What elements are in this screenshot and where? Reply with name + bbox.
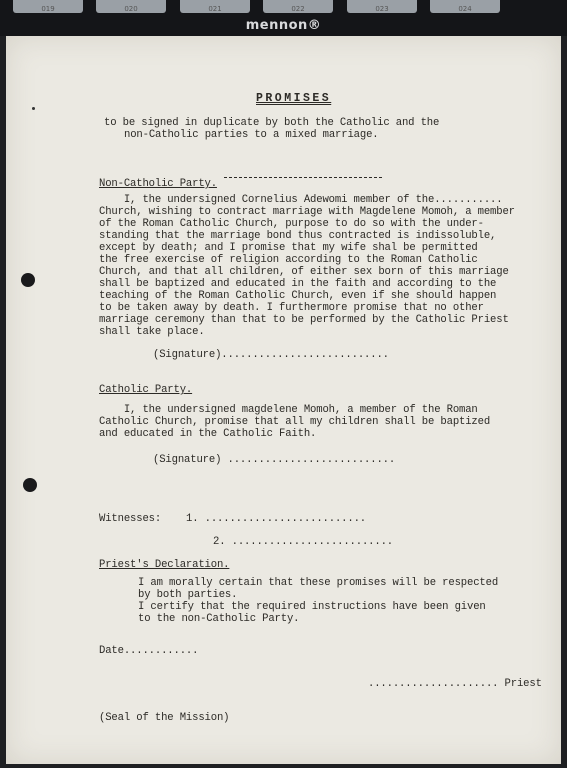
- scanner-strip: [0, 0, 567, 36]
- priest-signature-line: ..................... Priest: [368, 678, 542, 690]
- catholic-line: and educated in the Catholic Faith.: [99, 428, 317, 440]
- priest-heading: Priest's Declaration.: [99, 559, 230, 571]
- scanner-brand-logo: mennon®: [245, 18, 322, 33]
- frame-slot: [347, 0, 417, 13]
- seal-label: (Seal of the Mission): [99, 712, 230, 724]
- non-catholic-line: except by death; and I promise that my wife shal be permitted: [99, 242, 478, 254]
- catholic-line: I, the undersigned magdelene Momoh, a member of the Roman: [99, 404, 478, 416]
- non-catholic-line: to be taken away by death. I furthermore promise that no other: [99, 302, 484, 314]
- non-catholic-line: standing that the marriage bond thus contracted is indissoluble,: [99, 230, 497, 242]
- frame-number: 024: [458, 5, 472, 13]
- punch-hole: [21, 273, 35, 287]
- frame-number: 022: [291, 5, 305, 13]
- frame-slot: [96, 0, 166, 13]
- frame-slot: [430, 0, 500, 13]
- punch-hole: [23, 478, 37, 492]
- non-catholic-line: Church, and that all children, of either sex born of this marriage: [99, 266, 509, 278]
- witness-line: 1. ..........................: [186, 513, 367, 525]
- non-catholic-line: marriage ceremony than that to be performed by the Catholic Priest: [99, 314, 509, 326]
- frame-slot: [180, 0, 250, 13]
- non-catholic-line: Church, wishing to contract marriage with Magdelene Momoh, a member: [99, 206, 515, 218]
- catholic-line: Catholic Church, promise that all my children shall be baptized: [99, 416, 491, 428]
- witness-line: 2. ..........................: [213, 536, 394, 548]
- frame-strip: [0, 0, 567, 14]
- priest-line: I am morally certain that these promises will be respected: [138, 577, 499, 589]
- frame-number: 021: [208, 5, 222, 13]
- non-catholic-heading: Non-Catholic Party.: [99, 178, 217, 190]
- frame-slot: [263, 0, 333, 13]
- non-catholic-line: I, the undersigned Cornelius Adewomi member of the...........: [99, 194, 503, 206]
- witnesses-label: Witnesses:: [99, 513, 162, 525]
- ink-mark: [32, 107, 35, 110]
- non-catholic-line: teaching of the Roman Catholic Church, even if she should happen: [99, 290, 497, 302]
- non-catholic-line: the free exercise of religion according to the Roman Catholic: [99, 254, 478, 266]
- document-page: [6, 36, 561, 764]
- frame-number: 023: [375, 5, 389, 13]
- subtitle-line: non-Catholic parties to a mixed marriage.: [124, 129, 379, 141]
- non-catholic-line: shall be baptized and educated in the faith and according to the: [99, 278, 497, 290]
- date-line: Date............: [99, 645, 199, 657]
- non-catholic-signature: (Signature)...........................: [153, 349, 389, 361]
- non-catholic-line: shall take place.: [99, 326, 205, 338]
- subtitle-line: to be signed in duplicate by both the Catholic and the: [104, 117, 440, 129]
- frame-number: 020: [124, 5, 138, 13]
- catholic-heading: Catholic Party.: [99, 384, 193, 396]
- document-title: PROMISES: [256, 92, 332, 105]
- title-divider: [224, 177, 382, 178]
- non-catholic-line: of the Roman Catholic Church, purpose to do so with the under-: [99, 218, 484, 230]
- catholic-signature: (Signature) ...........................: [153, 454, 396, 466]
- frame-slot: [13, 0, 83, 13]
- priest-line: by both parties.: [138, 589, 238, 601]
- frame-number: 019: [41, 5, 55, 13]
- priest-line: I certify that the required instructions have been given: [138, 601, 486, 613]
- priest-line: to the non-Catholic Party.: [138, 613, 300, 625]
